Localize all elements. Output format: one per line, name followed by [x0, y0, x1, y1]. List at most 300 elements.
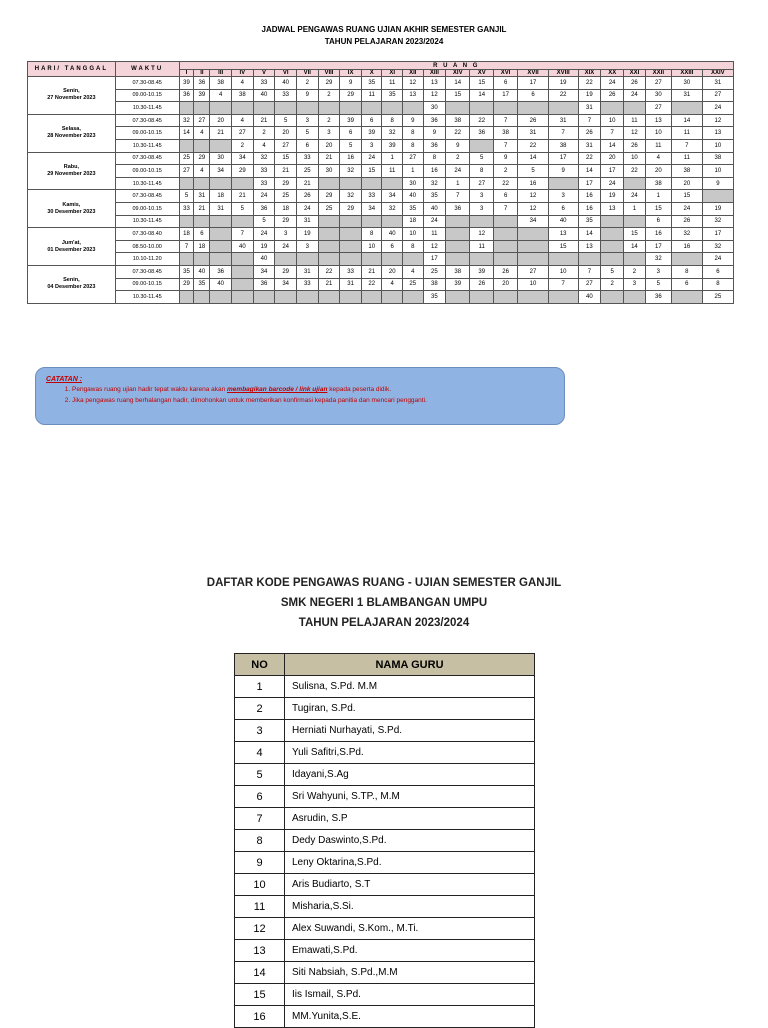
assignment-cell: [210, 240, 232, 253]
assignment-cell: 22: [548, 89, 578, 102]
room-header: XX: [601, 70, 624, 77]
teacher-name: Aris Budiarto, S.T: [285, 874, 535, 896]
assignment-cell: [518, 291, 549, 304]
assignment-cell: [518, 228, 549, 241]
teacher-name: Siti Nabsiah, S.Pd.,M.M: [285, 962, 535, 984]
assignment-cell: [671, 253, 702, 266]
assignment-cell: 29: [194, 152, 210, 165]
assignment-cell: [518, 240, 549, 253]
assignment-cell: 40: [232, 240, 254, 253]
assignment-cell: [494, 240, 518, 253]
assignment-cell: 7: [494, 139, 518, 152]
assignment-cell: 9: [548, 165, 578, 178]
assignment-cell: 27: [470, 177, 494, 190]
col-header-no: NO: [235, 654, 285, 676]
note-1-text: Pengawas ruang ujian hadir tepat waktu karena akan: [72, 386, 228, 393]
assignment-cell: 18: [179, 228, 194, 241]
assignment-cell: 4: [232, 77, 254, 90]
day-date: 29 November 2023: [47, 170, 96, 177]
assignment-cell: [210, 215, 232, 228]
assignment-cell: 8: [402, 240, 423, 253]
assignment-cell: [296, 253, 318, 266]
assignment-cell: 32: [702, 215, 733, 228]
assignment-cell: 39: [470, 265, 494, 278]
teacher-name: Misharia,S.Si.: [285, 896, 535, 918]
assignment-cell: 40: [194, 265, 210, 278]
assignment-cell: 30: [402, 177, 423, 190]
assignment-cell: 24: [671, 202, 702, 215]
assignment-cell: 10: [702, 165, 733, 178]
assignment-cell: 29: [340, 202, 362, 215]
assignment-cell: 31: [548, 114, 578, 127]
teacher-name: Dedy Daswinto,S.Pd.: [285, 830, 535, 852]
assignment-cell: 20: [275, 127, 297, 140]
teacher-name: Idayani,S.Ag: [285, 764, 535, 786]
time-cell: 09.00-10.15: [115, 278, 179, 291]
assignment-cell: [601, 102, 624, 115]
assignment-cell: [494, 215, 518, 228]
assignment-cell: [210, 291, 232, 304]
assignment-cell: [210, 139, 232, 152]
assignment-cell: 21: [253, 114, 275, 127]
assignment-cell: [232, 177, 254, 190]
note-item-2: 2. Jika pengawas ruang berhalangan hadir, dimohonkan untuk memberikan konfirmasi kepada panitia dan mencari pengganti.: [72, 397, 554, 404]
assignment-cell: 12: [470, 228, 494, 241]
assignment-cell: 40: [253, 253, 275, 266]
assignment-cell: 26: [296, 190, 318, 203]
assignment-cell: 13: [423, 77, 446, 90]
assignment-cell: 1: [624, 202, 646, 215]
assignment-cell: [671, 102, 702, 115]
assignment-cell: 26: [624, 139, 646, 152]
assignment-cell: 38: [446, 114, 470, 127]
assignment-cell: 22: [446, 127, 470, 140]
teacher-number: 11: [235, 896, 285, 918]
assignment-cell: 40: [578, 291, 601, 304]
assignment-cell: 20: [601, 152, 624, 165]
school-name: SMK NEGERI 1 BLAMBANGAN UMPU: [280, 597, 488, 609]
assignment-cell: [340, 228, 362, 241]
assignment-cell: [232, 265, 254, 278]
assignment-cell: 36: [253, 202, 275, 215]
assignment-cell: 36: [423, 114, 446, 127]
assignment-cell: 36: [179, 89, 194, 102]
assignment-cell: 25: [275, 190, 297, 203]
assignment-cell: 32: [671, 228, 702, 241]
assignment-cell: 6: [382, 240, 403, 253]
assignment-cell: [402, 291, 423, 304]
assignment-cell: 19: [578, 89, 601, 102]
assignment-cell: [275, 102, 297, 115]
assignment-cell: 29: [232, 165, 254, 178]
assignment-cell: 27: [402, 152, 423, 165]
assignment-cell: [194, 139, 210, 152]
assignment-cell: 22: [470, 114, 494, 127]
assignment-cell: [382, 291, 403, 304]
assignment-cell: 10: [361, 240, 382, 253]
teacher-number: 4: [235, 742, 285, 764]
assignment-cell: 5: [232, 202, 254, 215]
assignment-cell: 7: [671, 139, 702, 152]
assignment-cell: 14: [578, 165, 601, 178]
assignment-cell: 34: [210, 165, 232, 178]
ruang-header: R U A N G: [179, 62, 733, 70]
assignment-cell: 38: [232, 89, 254, 102]
assignment-cell: 39: [340, 114, 362, 127]
assignment-cell: [702, 190, 733, 203]
day-date: 28 November 2023: [47, 133, 96, 140]
assignment-cell: 20: [671, 177, 702, 190]
teacher-name: Tugiran, S.Pd.: [285, 698, 535, 720]
assignment-cell: 26: [518, 114, 549, 127]
assignment-cell: 11: [624, 114, 646, 127]
teacher-name: Emawati,S.Pd.: [285, 940, 535, 962]
assignment-cell: 8: [423, 152, 446, 165]
assignment-cell: 33: [296, 152, 318, 165]
assignment-cell: 8: [402, 139, 423, 152]
assignment-cell: 20: [318, 139, 340, 152]
assignment-cell: 13: [402, 89, 423, 102]
assignment-cell: 5: [601, 265, 624, 278]
room-header: V: [253, 70, 275, 77]
teacher-number: 15: [235, 984, 285, 1006]
assignment-cell: [340, 240, 362, 253]
assignment-cell: 10: [548, 265, 578, 278]
assignment-cell: [470, 291, 494, 304]
assignment-cell: [601, 228, 624, 241]
assignment-cell: [624, 291, 646, 304]
assignment-cell: [470, 102, 494, 115]
time-cell: 07.30-08.45: [115, 77, 179, 90]
assignment-cell: 38: [671, 165, 702, 178]
assignment-cell: 15: [361, 165, 382, 178]
assignment-cell: 2: [601, 278, 624, 291]
teacher-number: 10: [235, 874, 285, 896]
room-header: IV: [232, 70, 254, 77]
assignment-cell: 30: [671, 77, 702, 90]
teacher-row: [235, 786, 535, 808]
assignment-cell: [210, 253, 232, 266]
assignment-cell: [548, 253, 578, 266]
assignment-cell: 10: [402, 228, 423, 241]
assignment-cell: 6: [518, 89, 549, 102]
notes-list: [46, 386, 554, 404]
assignment-cell: 1: [645, 190, 671, 203]
assignment-cell: 38: [210, 77, 232, 90]
assignment-cell: [518, 253, 549, 266]
assignment-cell: 6: [340, 127, 362, 140]
assignment-cell: 24: [624, 89, 646, 102]
assignment-cell: 35: [382, 89, 403, 102]
assignment-cell: [296, 102, 318, 115]
assignment-cell: 25: [179, 152, 194, 165]
assignment-cell: 21: [275, 165, 297, 178]
teacher-row: [235, 874, 535, 896]
assignment-cell: [494, 228, 518, 241]
assignment-cell: 8: [361, 228, 382, 241]
assignment-cell: 31: [296, 265, 318, 278]
assignment-cell: 14: [179, 127, 194, 140]
assignment-cell: 33: [253, 165, 275, 178]
room-header: XI: [382, 70, 403, 77]
assignment-cell: 17: [601, 165, 624, 178]
assignment-cell: 6: [194, 228, 210, 241]
assignment-cell: 36: [253, 278, 275, 291]
assignment-cell: 16: [423, 165, 446, 178]
assignment-cell: [340, 253, 362, 266]
assignment-cell: 19: [253, 240, 275, 253]
assignment-cell: 36: [210, 265, 232, 278]
assignment-cell: [361, 253, 382, 266]
assignment-cell: 24: [253, 228, 275, 241]
assignment-cell: 40: [382, 228, 403, 241]
assignment-cell: 4: [645, 152, 671, 165]
teacher-name: Sulisna, S.Pd. M.M: [285, 676, 535, 698]
time-cell: 10.30-11.45: [115, 177, 179, 190]
assignment-cell: 33: [275, 89, 297, 102]
assignment-cell: 24: [253, 190, 275, 203]
room-header: II: [194, 70, 210, 77]
assignment-cell: [470, 139, 494, 152]
assignment-cell: 15: [671, 190, 702, 203]
assignment-cell: 39: [194, 89, 210, 102]
assignment-cell: 3: [275, 228, 297, 241]
time-cell: 07.30-08.45: [115, 265, 179, 278]
room-header: XIII: [423, 70, 446, 77]
assignment-cell: [179, 215, 194, 228]
assignment-cell: 31: [671, 89, 702, 102]
assignment-cell: 2: [446, 152, 470, 165]
assignment-cell: 14: [624, 240, 646, 253]
teacher-number: 14: [235, 962, 285, 984]
assignment-cell: [470, 215, 494, 228]
assignment-cell: 27: [232, 127, 254, 140]
assignment-cell: 12: [518, 190, 549, 203]
assignment-cell: [318, 215, 340, 228]
day-name: Senin,: [63, 277, 80, 284]
assignment-cell: 16: [518, 177, 549, 190]
assignment-cell: 20: [210, 114, 232, 127]
assignment-cell: [578, 253, 601, 266]
assignment-cell: 3: [470, 202, 494, 215]
assignment-cell: [446, 102, 470, 115]
assignment-cell: 34: [361, 202, 382, 215]
teacher-name: Alex Suwandi, S.Kom., M.Ti.: [285, 918, 535, 940]
assignment-cell: 17: [548, 152, 578, 165]
day-name: Rabu,: [63, 163, 80, 170]
assignment-cell: 31: [578, 102, 601, 115]
teacher-row: [235, 918, 535, 940]
assignment-cell: 22: [578, 77, 601, 90]
assignment-cell: 17: [578, 177, 601, 190]
teacher-name: Leny Oktarina,S.Pd.: [285, 852, 535, 874]
assignment-cell: 11: [382, 165, 403, 178]
room-header: XIX: [578, 70, 601, 77]
teacher-row: [235, 896, 535, 918]
time-cell: 10.30-11.45: [115, 215, 179, 228]
assignment-cell: [179, 291, 194, 304]
assignment-cell: 10: [702, 139, 733, 152]
day-name: Jum'at,: [61, 239, 81, 246]
schedule-table: [27, 61, 734, 304]
assignment-cell: [446, 253, 470, 266]
assignment-cell: 7: [494, 202, 518, 215]
assignment-cell: 32: [645, 253, 671, 266]
assignment-cell: [194, 102, 210, 115]
time-cell: 07.30-08.45: [115, 190, 179, 203]
assignment-cell: 1: [402, 165, 423, 178]
day-cell: [28, 152, 116, 190]
assignment-cell: [548, 177, 578, 190]
assignment-cell: 1: [446, 177, 470, 190]
assignment-cell: 11: [645, 139, 671, 152]
assignment-cell: 16: [340, 152, 362, 165]
teacher-row: [235, 808, 535, 830]
assignment-cell: [494, 291, 518, 304]
assignment-cell: 35: [402, 202, 423, 215]
assignment-cell: [671, 291, 702, 304]
schedule-row: [28, 89, 734, 102]
room-header: XVIII: [548, 70, 578, 77]
notes-title: CATATAN :: [46, 376, 83, 383]
assignment-cell: 10: [518, 278, 549, 291]
assignment-cell: 15: [645, 202, 671, 215]
assignment-cell: 32: [423, 177, 446, 190]
assignment-cell: [624, 177, 646, 190]
schedule-row: [28, 202, 734, 215]
assignment-cell: 33: [340, 265, 362, 278]
schedule-row: [28, 177, 734, 190]
assignment-cell: [601, 240, 624, 253]
assignment-cell: 29: [318, 77, 340, 90]
assignment-cell: 27: [194, 114, 210, 127]
assignment-cell: 12: [518, 202, 549, 215]
assignment-cell: [601, 291, 624, 304]
assignment-cell: 34: [232, 152, 254, 165]
assignment-cell: [179, 253, 194, 266]
assignment-cell: 35: [423, 291, 446, 304]
assignment-cell: [296, 291, 318, 304]
assignment-cell: 20: [645, 165, 671, 178]
assignment-cell: 24: [624, 190, 646, 203]
teacher-name: Asrudin, S.P: [285, 808, 535, 830]
assignment-cell: 11: [423, 228, 446, 241]
assignment-cell: 3: [318, 127, 340, 140]
teacher-number: 6: [235, 786, 285, 808]
assignment-cell: [232, 253, 254, 266]
assignment-cell: 19: [296, 228, 318, 241]
assignment-cell: [318, 291, 340, 304]
assignment-cell: 14: [470, 89, 494, 102]
assignment-cell: 35: [578, 215, 601, 228]
assignment-cell: 22: [494, 177, 518, 190]
day-name: Selasa,: [61, 126, 81, 133]
assignment-cell: 5: [179, 190, 194, 203]
teacher-row: [235, 742, 535, 764]
note-1-text-end: kepada peserta didik.: [327, 386, 392, 393]
teacher-number: 2: [235, 698, 285, 720]
assignment-cell: 4: [194, 165, 210, 178]
assignment-cell: 25: [296, 165, 318, 178]
assignment-cell: 5: [340, 139, 362, 152]
assignment-cell: 12: [423, 240, 446, 253]
assignment-cell: 5: [253, 215, 275, 228]
notes-box: [35, 367, 565, 425]
assignment-cell: [318, 228, 340, 241]
schedule-row: [28, 228, 734, 241]
assignment-cell: 26: [494, 265, 518, 278]
assignment-cell: 31: [702, 77, 733, 90]
assignment-cell: 38: [645, 177, 671, 190]
day-cell: [28, 114, 116, 152]
assignment-cell: 6: [296, 139, 318, 152]
assignment-cell: 9: [494, 152, 518, 165]
assignment-cell: 4: [232, 114, 254, 127]
assignment-cell: [470, 253, 494, 266]
time-cell: 09.00-10.15: [115, 202, 179, 215]
assignment-cell: 5: [296, 127, 318, 140]
note-item-1: [72, 386, 554, 393]
assignment-cell: 16: [645, 228, 671, 241]
assignment-cell: 26: [601, 89, 624, 102]
assignment-cell: 6: [494, 190, 518, 203]
assignment-cell: 35: [179, 265, 194, 278]
assignment-cell: 21: [296, 177, 318, 190]
day-date: 27 November 2023: [47, 95, 96, 102]
assignment-cell: 27: [578, 278, 601, 291]
assignment-cell: 33: [179, 202, 194, 215]
assignment-cell: 24: [296, 202, 318, 215]
teacher-name: Iis Ismail, S.Pd.: [285, 984, 535, 1006]
assignment-cell: 17: [518, 77, 549, 90]
assignment-cell: [318, 177, 340, 190]
assignment-cell: 15: [624, 228, 646, 241]
assignment-cell: 11: [470, 240, 494, 253]
assignment-cell: 16: [671, 240, 702, 253]
assignment-cell: 35: [361, 77, 382, 90]
room-header: XII: [402, 70, 423, 77]
assignment-cell: [624, 253, 646, 266]
assignment-cell: 8: [671, 265, 702, 278]
assignment-cell: [382, 215, 403, 228]
assignment-cell: 38: [702, 152, 733, 165]
schedule-row: [28, 215, 734, 228]
assignment-cell: 5: [470, 152, 494, 165]
schedule-row: [28, 77, 734, 90]
assignment-cell: 6: [494, 77, 518, 90]
room-header: XXIV: [702, 70, 733, 77]
assignment-cell: 13: [645, 114, 671, 127]
teacher-row: [235, 962, 535, 984]
teacher-row: [235, 1006, 535, 1028]
assignment-cell: 40: [253, 89, 275, 102]
assignment-cell: 22: [518, 139, 549, 152]
assignment-cell: 7: [548, 127, 578, 140]
assignment-cell: 38: [446, 265, 470, 278]
teacher-name: Sri Wahyuni, S.TP., M.M: [285, 786, 535, 808]
assignment-cell: 3: [361, 139, 382, 152]
assignment-cell: 11: [361, 89, 382, 102]
assignment-cell: 8: [402, 127, 423, 140]
assignment-cell: 5: [645, 278, 671, 291]
time-cell: 10.30-11.45: [115, 139, 179, 152]
assignment-cell: 35: [194, 278, 210, 291]
assignment-cell: 13: [601, 202, 624, 215]
assignment-cell: 33: [253, 177, 275, 190]
assignment-cell: [361, 215, 382, 228]
room-header: XVI: [494, 70, 518, 77]
assignment-cell: 39: [179, 77, 194, 90]
